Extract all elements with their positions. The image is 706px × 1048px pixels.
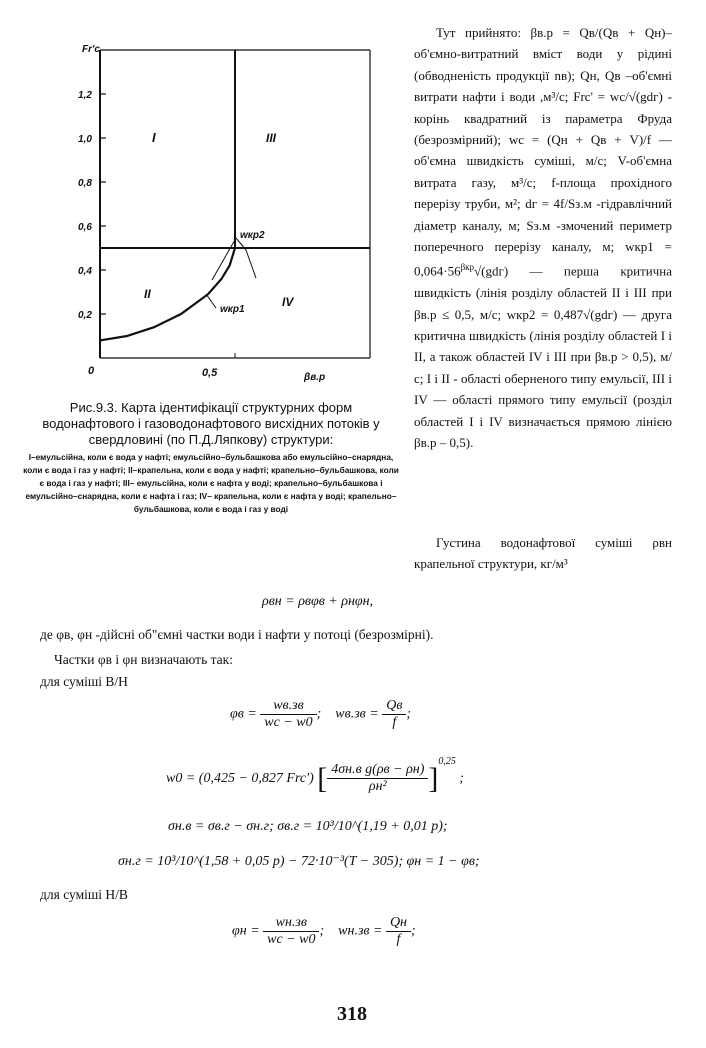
pointer-wkr2-c [246,250,256,278]
curve-label-wkr2: wкр2 [240,230,265,241]
pointer-wkr1 [206,294,216,308]
y-tick-label: 1,0 [78,134,92,145]
phi-v-num: wв.зв [260,698,316,715]
page-number: 318 [337,1003,367,1025]
phi-v-fraction [260,698,316,731]
equation-phi-n: φн = $\frac{wн.зв}{wc - w0}$ ; wн.зв = $\frac{Qн}{f}$ ; [232,915,416,947]
parts-intro: Частки φв і φн визначають так: [54,652,233,667]
definitions-text-a: Тут прийнято: βв.р = Qв/(Qв + Qн)– об'ємно-витратний вміст води у рідині (обводненість продукції nв); Qн, Qв –об'ємні витрати нафти і води ,м³/с; Frc' = wc/√(gdг) - корінь квадратний із параметра Фруда (безрозмірний); wc = (Qн + Qв + V)/f — об'ємна швидкість суміші, м/с; V-об'ємна витрата газу, м³/с; f-площа прохідного перерізу труби, м²; dг = 4f/Sз.м -гідравлічний діаметр каналу, м; Sз.м -змочений периметр поперечного перерізу каналу, м; wкр1 = 0,064·56 [414,25,672,279]
w-vzv-den: f [392,715,397,730]
w0-den: ρн² [368,779,387,795]
w-vzv-lhs: wв.зв = [335,706,379,722]
phi-n-lhs: φн = [232,923,260,939]
density-intro [414,532,672,574]
density-intro-text: Густина водонафтової суміші ρвн крапельної структури, кг/м³ [414,535,672,571]
x-tick-0: 0 [88,365,95,377]
w-nzv-fraction [386,915,411,948]
w-nzv-lhs: wн.зв = [338,923,383,939]
x-tick-0-5: 0,5 [202,367,218,379]
w-vzv-num: Qв [382,698,406,715]
definitions-sup: βкр [460,262,475,273]
definitions-text-b: √(gdг) — перша критична швидкість (лінія розділу областей ІІ і ІІІ при βв.р ≤ 0,5, м/с; wкр2 = 0,487√(gdг) — друга критична швидкість (лінія розділу областей І і ІІ, а також областей IV і ІІІ при βв.р > 0,5), м/с; І і ІІ - області оберненого типу емульсії, ІІІ і IV — області прямого типу емульсії (розділ областей І і IV визначається прямою лінією βв.р – 0,5). [414,263,672,451]
y-tick-label: 0,4 [78,266,92,277]
region-label-2: II [144,287,151,301]
y-axis-label: Fr'c [82,44,100,55]
y-tick-label: 1,2 [78,90,92,101]
region-label-4: IV [282,295,294,309]
equation-rho: ρвн = ρвφв + ρнφн, [262,594,374,609]
mix-vn-heading: для суміші В/Н [40,674,128,689]
w0-exponent: 0,25 [438,756,456,767]
equation-phi-v: φв = $\frac{wв.зв}{wc - w0}$ ; wв.зв = $\frac{Qв}{f}$ ; [230,698,412,730]
phi-v-lhs: φв = [230,706,257,722]
series-line-wкр1 [100,248,235,340]
w-nzv-num: Qн [386,915,411,932]
region-label-1: I [152,130,156,145]
phi-n-num: wн.зв [263,915,319,932]
x-axis-label: βв.р [304,372,326,383]
equation-sigma-nv: σн.в = σв.г − σн.г; σв.г = 10³/10^(1,19 + 0,01 p); [168,819,448,834]
figure-caption-title: Рис.9.3. Карта ідентифікації структурних форм водонафтового і газоводонафтового висхідних потоків у свердловині (по П.Д.Ляпкову) структури: [42,400,380,447]
y-tick-label: 0,6 [78,222,92,233]
w0-fraction [327,762,428,795]
w0-num: 4σн.в g(ρв − ρн) [327,762,428,779]
phi-n-fraction [263,915,319,948]
structure-identification-chart [40,28,390,390]
mix-nv-heading: для суміші Н/В [40,887,128,902]
definitions-paragraph [414,22,672,453]
rho-description: де φв, φн -дійсні об"ємні частки води і нафти у потоці (безрозмірні). [40,627,434,642]
y-tick-label: 0,8 [78,178,92,189]
w-nzv-den: f [396,932,401,947]
region-label-3: III [266,131,277,145]
figure-caption-note: І–емульсійна, коли є вода у нафті; емульсійно–бульбашкова або емульсійно–снарядна, коли є вода і газ у нафті; ІІ–крапельна, коли є вода у нафті; крапельно–бульбашкова, коли є вода і газ у нафті; ІІІ– емульсійна, коли є нафта у воді; крапельно–бульбашкова і емульсійно–снарядна, коли є нафта і газ; IV– крапельна, коли є нафта у воді; крапельно–бульбашкова, коли є вода і газ у воді [23,452,399,514]
phi-n-den: wc − w0 [267,932,316,947]
curve-label-wkr1: wкр1 [220,304,245,315]
y-tick-label: 0,2 [78,310,92,321]
phi-v-den: wc − w0 [264,715,313,730]
equation-sigma-ng: σн.г = 10³/10^(1,58 + 0,05 p) − 72·10⁻³(T − 305); φн = 1 − φв; [118,854,480,869]
right-column-text [414,22,672,453]
w-vzv-fraction [382,698,406,731]
equation-w0: w0 = (0,425 − 0,827 Frc') [ $\frac{\text{4σн.в g(ρв − ρн)}}{\text{ρн²}}$ ]$^{0,25}$ ; [166,756,465,795]
w0-lhs: w0 = (0,425 − 0,827 Frc') [166,771,314,786]
